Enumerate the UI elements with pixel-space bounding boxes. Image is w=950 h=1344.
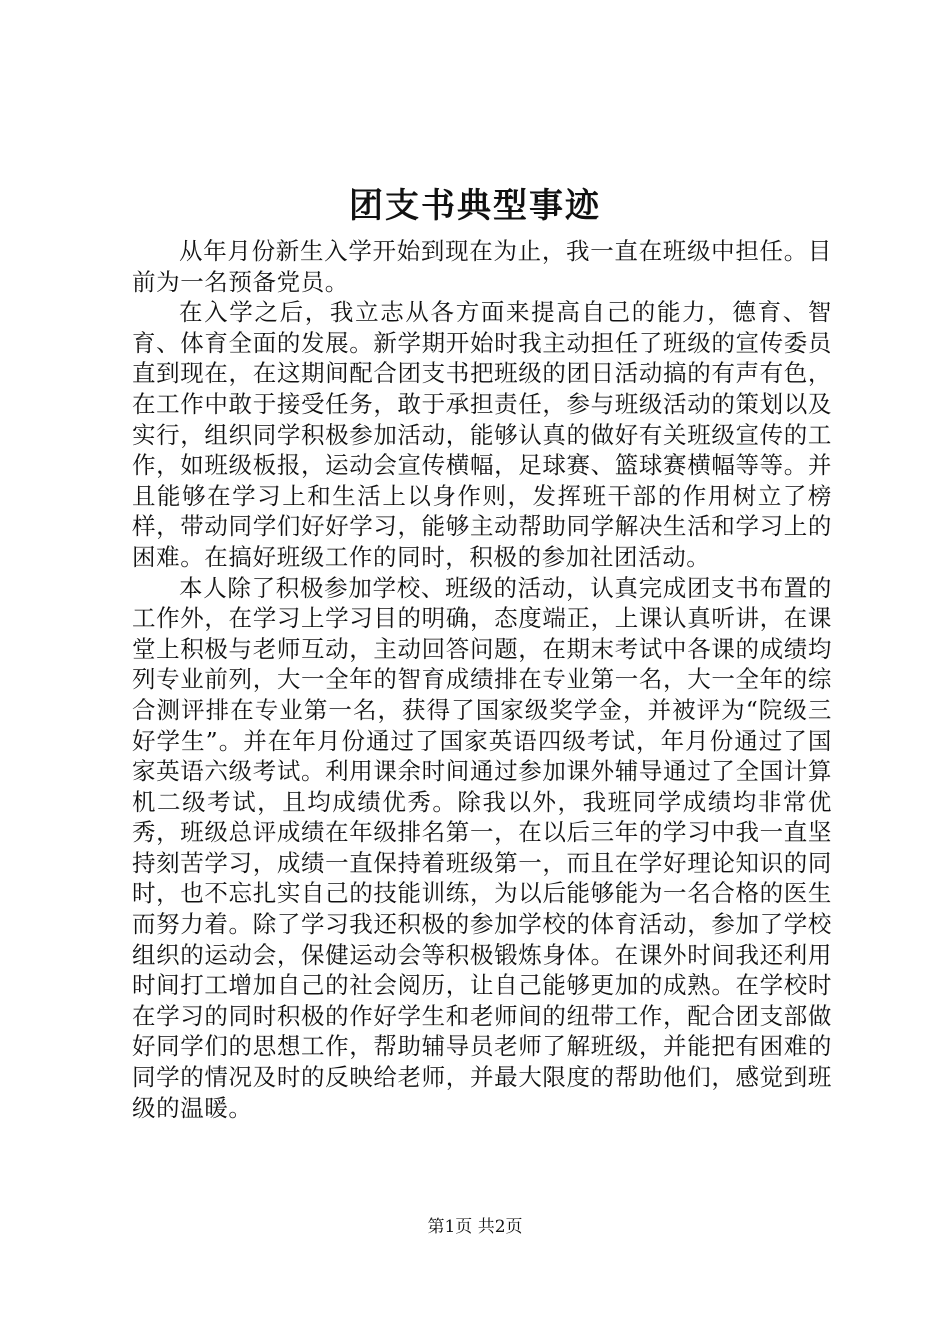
- document-body: [132, 236, 832, 1123]
- paragraph: 在入学之后，我立志从各方面来提高自己的能力，德育、智育、体育全面的发展。新学期开始时我主动担任了班级的宣传委员直到现在，在这期间配合团支书把班级的团日活动搞的有声有色，在工作中敢于接受任务，敢于承担责任，参与班级活动的策划以及实行，组织同学积极参加活动，能够认真的做好有关班级宣传的工作，如班级板报，运动会宣传横幅，足球赛、篮球赛横幅等等。并且能够在学习上和生活上以身作则，发挥班干部的作用树立了榜样，带动同学们好好学习，能够主动帮助同学解决生活和学习上的困难。在搞好班级工作的同时，积极的参加社团活动。: [132, 298, 832, 571]
- paragraph: 从年月份新生入学开始到现在为止，我一直在班级中担任。目前为一名预备党员。: [132, 237, 832, 296]
- document-title: 团支书典型事迹: [349, 186, 601, 226]
- page-number-footer: 第1页 共2页: [427, 1217, 523, 1237]
- paragraph: 本人除了积极参加学校、班级的活动，认真完成团支书布置的工作外，在学习上学习目的明确，态度端正，上课认真听讲，在课堂上积极与老师互动，主动回答问题，在期末考试中各课的成绩均列专业前列，大一全年的智育成绩排在专业第一名，大一全年的综合测评排在专业第一名，获得了国家级奖学金，并被评为“院级三好学生”。并在年月份通过了国家英语四级考试，年月份通过了国家英语六级考试。利用课余时间通过参加课外辅导通过了全国计算机二级考试，且均成绩优秀。除我以外，我班同学成绩均非常优秀，班级总评成绩在年级排名第一，在以后三年的学习中我一直坚持刻苦学习，成绩一直保持着班级第一，而且在学好理论知识的同时，也不忘扎实自己的技能训练，为以后能够能为一名合格的医生而努力着。除了学习我还积极的参加学校的体育活动，参加了学校组织的运动会，保健运动会等积极锻炼身体。在课外时间我还利用时间打工增加自己的社会阅历，让自己能够更加的成熟。在学校时在学习的同时积极的作好学生和老师间的纽带工作，配合团支部做好同学们的思想工作，帮助辅导员老师了解班级，并能把有困难的同学的情况及时的反映给老师，并最大限度的帮助他们，感觉到班级的温暖。: [132, 573, 832, 1122]
